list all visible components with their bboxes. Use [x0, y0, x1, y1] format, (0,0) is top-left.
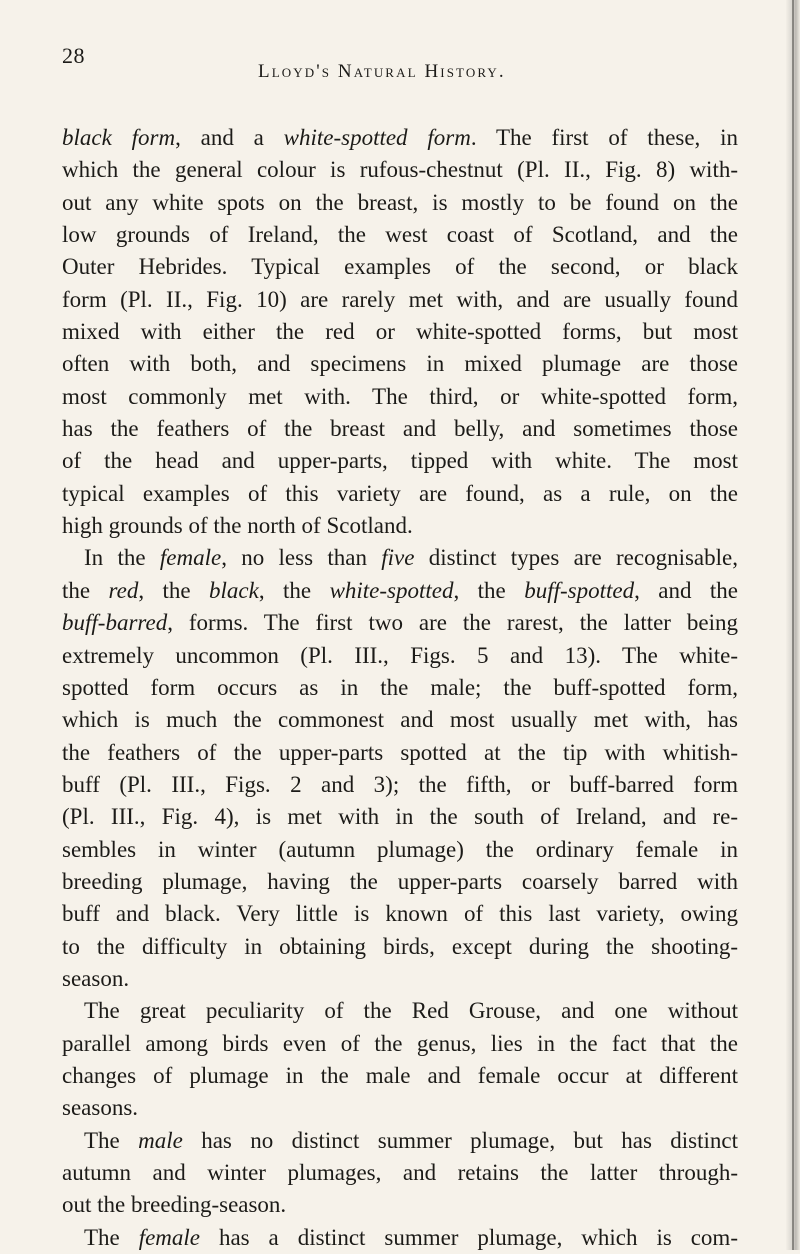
text-line — [62, 672, 738, 704]
text-segment: The — [84, 1127, 139, 1153]
paragraph-first-line — [62, 995, 738, 1027]
text-segment: changes of plumage in the male and female occur at different — [62, 1062, 738, 1088]
text-segment: sembles in winter (autumn plumage) the ordinary female in — [62, 836, 738, 862]
text-line — [62, 381, 738, 413]
text-segment: low grounds of Ireland, the west coast of Scotland, and the — [62, 222, 738, 248]
text-line — [62, 122, 738, 154]
text-line — [62, 187, 738, 219]
italic-term: buff-barred — [62, 610, 168, 636]
page-edge-line — [792, 0, 794, 1250]
italic-term: male — [138, 1127, 183, 1153]
text-segment: Outer Hebrides. Typical examples of the second, or black — [62, 254, 738, 280]
text-line — [62, 769, 738, 801]
italic-term: buff-spotted — [524, 577, 635, 603]
text-line — [62, 413, 738, 445]
text-segment: autumn and winter plumages, and retains the latter through- — [62, 1160, 738, 1185]
text-line — [62, 284, 738, 316]
text-segment: the feathers of the upper-parts spotted at the tip with whitish- — [62, 739, 738, 765]
text-segment: out any white spots on the breast, is mostly to be found on the — [62, 189, 738, 215]
italic-term: female — [138, 1224, 201, 1250]
text-segment: seasons. — [62, 1095, 139, 1121]
text-line — [62, 607, 738, 639]
italic-term: five — [381, 545, 415, 571]
text-segment: , forms. The first two are the rarest, the latter being — [167, 610, 738, 636]
text-line — [62, 737, 738, 769]
text-segment: extremely uncommon (Pl. III., Figs. 5 and 13). The white- — [62, 642, 738, 668]
italic-term: black — [209, 577, 259, 603]
text-segment: has no distinct summer plumage, but has distinct — [182, 1127, 738, 1153]
body-text — [62, 122, 738, 1254]
text-line — [62, 834, 738, 866]
text-segment: breeding plumage, having the upper-parts coarsely barred with — [62, 868, 738, 894]
paragraph-first-line — [62, 1125, 738, 1157]
text-segment: In the — [84, 545, 160, 571]
italic-term: red — [108, 577, 139, 603]
text-segment: , the — [138, 577, 210, 603]
text-segment: . The first of these, in — [470, 125, 738, 150]
page-number: 28 — [62, 43, 85, 68]
text-line — [62, 866, 738, 898]
text-segment: buff and black. Very little is known of this last variety, owing — [62, 901, 738, 927]
text-line — [62, 931, 738, 963]
italic-term: female — [159, 545, 222, 571]
text-line — [62, 1028, 738, 1060]
text-segment: high grounds of the north of Scotland. — [62, 513, 413, 539]
italic-term: black form — [62, 125, 176, 150]
text-line — [62, 251, 738, 283]
paragraph-first-line — [62, 1222, 738, 1254]
text-segment: out the breeding-season. — [62, 1192, 287, 1218]
text-line — [62, 1189, 738, 1221]
text-segment: , and a — [175, 125, 284, 150]
text-segment: to the difficulty in obtaining birds, except during the shooting- — [62, 933, 738, 959]
text-line — [62, 704, 738, 736]
text-segment: form (Pl. II., Fig. 10) are rarely met with, and are usually found — [62, 286, 738, 312]
text-line — [62, 1060, 738, 1092]
text-line — [62, 219, 738, 251]
text-line — [62, 640, 738, 672]
text-line — [62, 1092, 738, 1124]
text-segment: spotted form occurs as in the male; the buff-spotted form, — [62, 674, 738, 700]
text-line — [62, 316, 738, 348]
italic-term: white-spotted form — [283, 125, 471, 150]
text-line — [62, 445, 738, 477]
text-segment: parallel among birds even of the genus, lies in the fact that the — [62, 1030, 738, 1056]
text-segment: of the head and upper-parts, tipped with white. The most — [62, 448, 738, 474]
text-segment: buff (Pl. III., Figs. 2 and 3); the fifth, or buff-barred form — [62, 771, 738, 797]
text-segment: , and the — [634, 577, 738, 603]
italic-term: white-spotted — [329, 577, 454, 603]
text-segment: distinct types are recognisable, — [414, 545, 738, 571]
text-segment: the — [62, 577, 109, 603]
text-segment: which the general colour is rufous-chestnut (Pl. II., Fig. 8) with- — [62, 157, 738, 183]
text-line — [62, 478, 738, 510]
text-segment: most commonly met with. The third, or white-spotted form, — [62, 383, 738, 409]
text-line — [62, 154, 738, 186]
text-segment: , the — [258, 577, 330, 603]
running-head: Lloyd's Natural History. — [258, 61, 506, 82]
text-line — [62, 801, 738, 833]
text-segment: which is much the commonest and most usually met with, has — [62, 707, 738, 733]
text-segment: often with both, and specimens in mixed plumage are those — [62, 351, 738, 377]
text-segment: typical examples of this variety are found, as a rule, on the — [62, 480, 738, 506]
paragraph-first-line — [62, 542, 738, 574]
text-line — [62, 963, 738, 995]
text-segment: season. — [62, 965, 130, 991]
text-line — [62, 898, 738, 930]
text-line — [62, 510, 738, 542]
text-line — [62, 1157, 738, 1189]
text-line — [62, 348, 738, 380]
text-segment: , no less than — [221, 545, 382, 571]
text-segment: The — [84, 1224, 139, 1250]
text-segment: , the — [453, 577, 525, 603]
text-segment: (Pl. III., Fig. 4), is met with in the south of Ireland, and re- — [62, 804, 738, 830]
text-segment: The great peculiarity of the Red Grouse, and one without — [84, 998, 738, 1024]
text-segment: mixed with either the red or white-spotted forms, but most — [62, 319, 738, 345]
text-line — [62, 575, 738, 607]
text-segment: has the feathers of the breast and belly, and sometimes those — [62, 416, 738, 442]
text-segment: has a distinct summer plumage, which is com- — [200, 1224, 738, 1250]
